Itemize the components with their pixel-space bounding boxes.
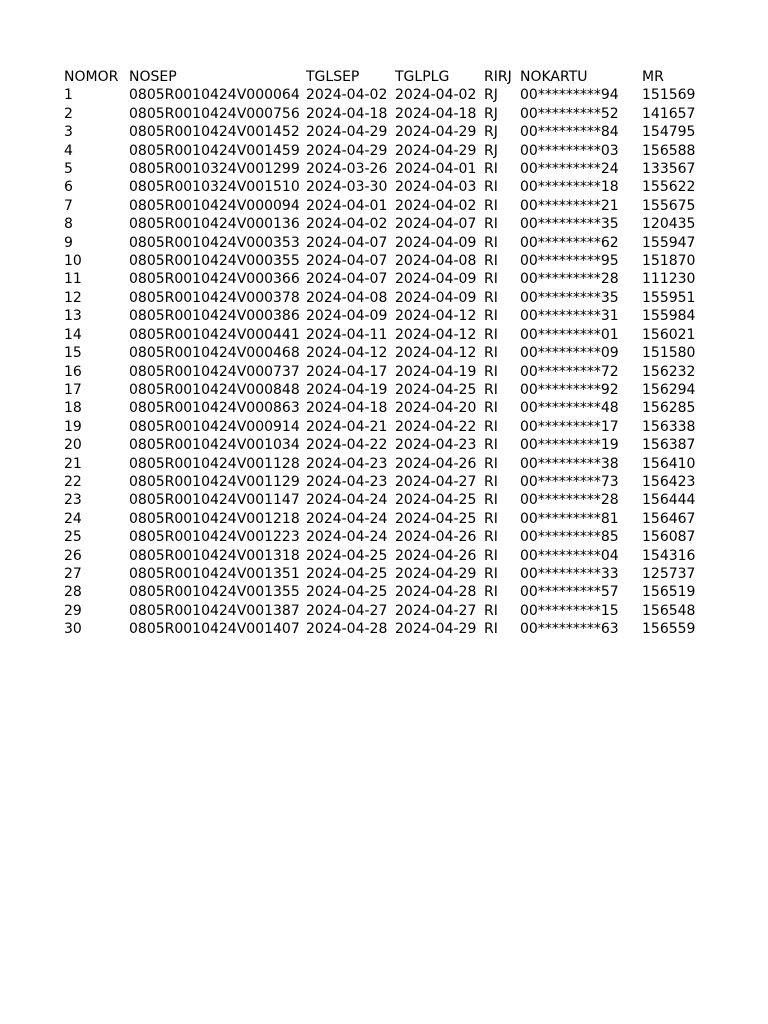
cell-nokartu: 00*********09 xyxy=(520,345,619,362)
cell-nosep: 0805R0010424V001218 xyxy=(129,510,300,527)
cell-tglplg: 2024-04-02 xyxy=(395,197,477,214)
cell-rirj: RI xyxy=(484,510,498,527)
cell-nomor: 23 xyxy=(64,492,82,509)
table-row xyxy=(64,602,712,620)
cell-nokartu: 00*********18 xyxy=(520,179,619,196)
cell-tglsep: 2024-04-02 xyxy=(306,216,388,233)
cell-rirj: RI xyxy=(484,455,498,472)
cell-tglplg: 2024-04-29 xyxy=(395,124,477,141)
cell-nomor: 20 xyxy=(64,437,82,454)
cell-nosep: 0805R0010424V000441 xyxy=(129,326,300,343)
table-row xyxy=(64,620,712,638)
cell-nosep: 0805R0010424V001351 xyxy=(129,565,300,582)
cell-nokartu: 00*********28 xyxy=(520,492,619,509)
cell-tglplg: 2024-04-25 xyxy=(395,492,477,509)
table-row xyxy=(64,289,712,307)
table-row xyxy=(64,307,712,325)
table-row xyxy=(64,160,712,178)
cell-mr: 156519 xyxy=(642,584,696,601)
cell-mr: 154795 xyxy=(642,124,696,141)
cell-nokartu: 00*********95 xyxy=(520,253,619,270)
cell-nosep: 0805R0010424V000355 xyxy=(129,253,300,270)
cell-tglplg: 2024-04-23 xyxy=(395,437,477,454)
cell-nokartu: 00*********38 xyxy=(520,455,619,472)
cell-nokartu: 00*********72 xyxy=(520,363,619,380)
table-header xyxy=(64,68,712,86)
cell-tglsep: 2024-04-02 xyxy=(306,87,388,104)
cell-mr: 156294 xyxy=(642,381,696,398)
cell-nosep: 0805R0010424V000064 xyxy=(129,87,300,104)
cell-nomor: 4 xyxy=(64,142,73,159)
cell-nosep: 0805R0010424V000914 xyxy=(129,418,300,435)
cell-tglplg: 2024-04-29 xyxy=(395,621,477,638)
cell-rirj: RI xyxy=(484,326,498,343)
cell-nokartu: 00*********01 xyxy=(520,326,619,343)
cell-mr: 155984 xyxy=(642,308,696,325)
cell-nomor: 2 xyxy=(64,105,73,122)
cell-nosep: 0805R0010424V001387 xyxy=(129,602,300,619)
cell-nosep: 0805R0010424V000468 xyxy=(129,345,300,362)
cell-tglsep: 2024-04-25 xyxy=(306,565,388,582)
column-header-tglplg: TGLPLG xyxy=(395,69,450,85)
cell-tglplg: 2024-04-26 xyxy=(395,547,477,564)
column-header-mr: MR xyxy=(642,69,664,85)
table-row xyxy=(64,473,712,491)
cell-tglsep: 2024-04-19 xyxy=(306,381,388,398)
cell-nomor: 7 xyxy=(64,197,73,214)
cell-tglsep: 2024-03-26 xyxy=(306,161,388,178)
cell-nomor: 28 xyxy=(64,584,82,601)
column-header-nokartu: NOKARTU xyxy=(520,69,588,85)
cell-tglsep: 2024-04-28 xyxy=(306,621,388,638)
cell-mr: 156588 xyxy=(642,142,696,159)
cell-nomor: 14 xyxy=(64,326,82,343)
cell-nokartu: 00*********04 xyxy=(520,547,619,564)
cell-nomor: 13 xyxy=(64,308,82,325)
cell-nokartu: 00*********17 xyxy=(520,418,619,435)
cell-tglsep: 2024-04-07 xyxy=(306,234,388,251)
cell-nosep: 0805R0010424V001034 xyxy=(129,437,300,454)
cell-rirj: RI xyxy=(484,565,498,582)
cell-tglsep: 2024-04-07 xyxy=(306,271,388,288)
cell-rirj: RI xyxy=(484,418,498,435)
table-row xyxy=(64,399,712,417)
cell-mr: 156467 xyxy=(642,510,696,527)
cell-nokartu: 00*********63 xyxy=(520,621,619,638)
cell-tglsep: 2024-04-24 xyxy=(306,492,388,509)
cell-mr: 111230 xyxy=(642,271,696,288)
cell-nokartu: 00*********94 xyxy=(520,87,619,104)
cell-tglplg: 2024-04-26 xyxy=(395,455,477,472)
cell-rirj: RI xyxy=(484,473,498,490)
cell-tglsep: 2024-04-25 xyxy=(306,584,388,601)
cell-mr: 155675 xyxy=(642,197,696,214)
cell-tglsep: 2024-04-23 xyxy=(306,473,388,490)
table-row xyxy=(64,381,712,399)
cell-nomor: 26 xyxy=(64,547,82,564)
cell-nomor: 16 xyxy=(64,363,82,380)
cell-tglplg: 2024-04-12 xyxy=(395,326,477,343)
cell-rirj: RI xyxy=(484,197,498,214)
cell-tglsep: 2024-04-22 xyxy=(306,437,388,454)
table-row xyxy=(64,510,712,528)
cell-nosep: 0805R0010424V001128 xyxy=(129,455,300,472)
cell-nosep: 0805R0010424V001452 xyxy=(129,124,300,141)
cell-rirj: RI xyxy=(484,216,498,233)
cell-tglplg: 2024-04-22 xyxy=(395,418,477,435)
cell-nosep: 0805R0010424V001129 xyxy=(129,473,300,490)
cell-nokartu: 00*********85 xyxy=(520,529,619,546)
cell-mr: 133567 xyxy=(642,161,696,178)
cell-mr: 156087 xyxy=(642,529,696,546)
column-header-nomor: NOMOR xyxy=(64,69,119,85)
cell-rirj: RI xyxy=(484,621,498,638)
cell-rirj: RI xyxy=(484,271,498,288)
cell-nokartu: 00*********15 xyxy=(520,602,619,619)
cell-tglsep: 2024-04-18 xyxy=(306,400,388,417)
cell-nomor: 30 xyxy=(64,621,82,638)
cell-nomor: 27 xyxy=(64,565,82,582)
cell-tglplg: 2024-04-02 xyxy=(395,87,477,104)
table-row xyxy=(64,270,712,288)
table-row xyxy=(64,547,712,565)
table-row xyxy=(64,197,712,215)
cell-nokartu: 00*********57 xyxy=(520,584,619,601)
table-row xyxy=(64,123,712,141)
cell-tglplg: 2024-04-19 xyxy=(395,363,477,380)
cell-tglsep: 2024-04-24 xyxy=(306,529,388,546)
cell-tglplg: 2024-04-28 xyxy=(395,584,477,601)
cell-nokartu: 00*********81 xyxy=(520,510,619,527)
cell-nokartu: 00*********73 xyxy=(520,473,619,490)
table-row xyxy=(64,105,712,123)
cell-nomor: 21 xyxy=(64,455,82,472)
cell-rirj: RI xyxy=(484,161,498,178)
cell-mr: 155622 xyxy=(642,179,696,196)
cell-tglplg: 2024-04-27 xyxy=(395,473,477,490)
cell-mr: 156387 xyxy=(642,437,696,454)
table-row xyxy=(64,215,712,233)
cell-tglplg: 2024-04-26 xyxy=(395,529,477,546)
cell-nokartu: 00*********48 xyxy=(520,400,619,417)
cell-tglsep: 2024-04-25 xyxy=(306,547,388,564)
cell-rirj: RI xyxy=(484,345,498,362)
cell-nokartu: 00*********03 xyxy=(520,142,619,159)
cell-mr: 156338 xyxy=(642,418,696,435)
cell-nomor: 19 xyxy=(64,418,82,435)
cell-nosep: 0805R0010424V000366 xyxy=(129,271,300,288)
cell-mr: 120435 xyxy=(642,216,696,233)
cell-rirj: RI xyxy=(484,492,498,509)
cell-tglplg: 2024-04-27 xyxy=(395,602,477,619)
cell-tglplg: 2024-04-12 xyxy=(395,345,477,362)
cell-tglsep: 2024-04-21 xyxy=(306,418,388,435)
cell-mr: 154316 xyxy=(642,547,696,564)
table-row xyxy=(64,583,712,601)
cell-nomor: 22 xyxy=(64,473,82,490)
cell-tglsep: 2024-03-30 xyxy=(306,179,388,196)
cell-rirj: RI xyxy=(484,437,498,454)
table-row xyxy=(64,142,712,160)
table-row xyxy=(64,234,712,252)
cell-nomor: 24 xyxy=(64,510,82,527)
cell-mr: 151580 xyxy=(642,345,696,362)
cell-rirj: RI xyxy=(484,602,498,619)
cell-nokartu: 00*********84 xyxy=(520,124,619,141)
cell-tglplg: 2024-04-29 xyxy=(395,565,477,582)
cell-nomor: 17 xyxy=(64,381,82,398)
cell-nosep: 0805R0010424V000136 xyxy=(129,216,300,233)
cell-mr: 155947 xyxy=(642,234,696,251)
cell-rirj: RI xyxy=(484,179,498,196)
cell-mr: 125737 xyxy=(642,565,696,582)
cell-rirj: RI xyxy=(484,584,498,601)
cell-nomor: 8 xyxy=(64,216,73,233)
cell-rirj: RJ xyxy=(484,142,498,159)
cell-tglsep: 2024-04-29 xyxy=(306,142,388,159)
cell-nosep: 0805R0010424V001355 xyxy=(129,584,300,601)
cell-nosep: 0805R0010424V001223 xyxy=(129,529,300,546)
cell-tglplg: 2024-04-07 xyxy=(395,216,477,233)
cell-nosep: 0805R0010424V000737 xyxy=(129,363,300,380)
cell-nosep: 0805R0010324V001299 xyxy=(129,161,300,178)
cell-nomor: 6 xyxy=(64,179,73,196)
cell-nomor: 29 xyxy=(64,602,82,619)
cell-tglplg: 2024-04-18 xyxy=(395,105,477,122)
cell-nokartu: 00*********62 xyxy=(520,234,619,251)
cell-mr: 141657 xyxy=(642,105,696,122)
cell-tglplg: 2024-04-12 xyxy=(395,308,477,325)
table-row xyxy=(64,363,712,381)
cell-nokartu: 00*********28 xyxy=(520,271,619,288)
cell-tglplg: 2024-04-25 xyxy=(395,510,477,527)
cell-tglsep: 2024-04-27 xyxy=(306,602,388,619)
cell-tglplg: 2024-04-08 xyxy=(395,253,477,270)
table-row xyxy=(64,344,712,362)
cell-rirj: RI xyxy=(484,253,498,270)
cell-nomor: 1 xyxy=(64,87,73,104)
cell-nokartu: 00*********33 xyxy=(520,565,619,582)
cell-tglplg: 2024-04-01 xyxy=(395,161,477,178)
cell-tglsep: 2024-04-09 xyxy=(306,308,388,325)
cell-mr: 156410 xyxy=(642,455,696,472)
sep-table xyxy=(64,68,712,639)
cell-nokartu: 00*********35 xyxy=(520,289,619,306)
cell-mr: 156021 xyxy=(642,326,696,343)
cell-nosep: 0805R0010424V000094 xyxy=(129,197,300,214)
cell-nosep: 0805R0010424V001459 xyxy=(129,142,300,159)
cell-tglplg: 2024-04-03 xyxy=(395,179,477,196)
column-header-nosep: NOSEP xyxy=(129,69,177,85)
table-row xyxy=(64,528,712,546)
cell-nokartu: 00*********21 xyxy=(520,197,619,214)
cell-nosep: 0805R0010424V001407 xyxy=(129,621,300,638)
table-row xyxy=(64,491,712,509)
cell-nosep: 0805R0010424V000863 xyxy=(129,400,300,417)
cell-tglsep: 2024-04-01 xyxy=(306,197,388,214)
cell-rirj: RI xyxy=(484,529,498,546)
table-row xyxy=(64,86,712,104)
sep-table-container xyxy=(64,68,712,639)
cell-rirj: RI xyxy=(484,400,498,417)
cell-tglplg: 2024-04-25 xyxy=(395,381,477,398)
cell-tglsep: 2024-04-08 xyxy=(306,289,388,306)
table-row xyxy=(64,418,712,436)
cell-rirj: RI xyxy=(484,547,498,564)
cell-tglsep: 2024-04-24 xyxy=(306,510,388,527)
cell-nomor: 12 xyxy=(64,289,82,306)
column-header-tglsep: TGLSEP xyxy=(306,69,360,85)
cell-tglplg: 2024-04-09 xyxy=(395,271,477,288)
cell-nosep: 0805R0010424V001318 xyxy=(129,547,300,564)
cell-nokartu: 00*********52 xyxy=(520,105,619,122)
cell-rirj: RI xyxy=(484,381,498,398)
cell-mr: 156232 xyxy=(642,363,696,380)
table-row xyxy=(64,455,712,473)
cell-mr: 156423 xyxy=(642,473,696,490)
table-body xyxy=(64,86,712,638)
cell-mr: 156559 xyxy=(642,621,696,638)
cell-nokartu: 00*********19 xyxy=(520,437,619,454)
cell-nosep: 0805R0010424V000353 xyxy=(129,234,300,251)
cell-mr: 155951 xyxy=(642,289,696,306)
cell-nomor: 11 xyxy=(64,271,82,288)
cell-tglplg: 2024-04-09 xyxy=(395,234,477,251)
cell-nokartu: 00*********24 xyxy=(520,161,619,178)
cell-nosep: 0805R0010324V001510 xyxy=(129,179,300,196)
cell-tglsep: 2024-04-07 xyxy=(306,253,388,270)
cell-rirj: RJ xyxy=(484,105,498,122)
cell-nomor: 9 xyxy=(64,234,73,251)
cell-nokartu: 00*********31 xyxy=(520,308,619,325)
cell-mr: 151870 xyxy=(642,253,696,270)
cell-nokartu: 00*********35 xyxy=(520,216,619,233)
cell-rirj: RJ xyxy=(484,124,498,141)
cell-mr: 151569 xyxy=(642,87,696,104)
cell-nomor: 25 xyxy=(64,529,82,546)
cell-rirj: RI xyxy=(484,289,498,306)
cell-nosep: 0805R0010424V000386 xyxy=(129,308,300,325)
cell-mr: 156285 xyxy=(642,400,696,417)
cell-nosep: 0805R0010424V000378 xyxy=(129,289,300,306)
header-row xyxy=(64,68,712,86)
cell-tglplg: 2024-04-29 xyxy=(395,142,477,159)
cell-mr: 156444 xyxy=(642,492,696,509)
table-row xyxy=(64,326,712,344)
cell-rirj: RI xyxy=(484,234,498,251)
cell-tglsep: 2024-04-29 xyxy=(306,124,388,141)
cell-mr: 156548 xyxy=(642,602,696,619)
cell-nosep: 0805R0010424V001147 xyxy=(129,492,300,509)
cell-rirj: RJ xyxy=(484,87,498,104)
cell-tglsep: 2024-04-12 xyxy=(306,345,388,362)
column-header-rirj: RIRJ xyxy=(484,69,512,85)
table-row xyxy=(64,436,712,454)
cell-tglplg: 2024-04-09 xyxy=(395,289,477,306)
cell-tglplg: 2024-04-20 xyxy=(395,400,477,417)
cell-nomor: 10 xyxy=(64,253,82,270)
cell-nosep: 0805R0010424V000756 xyxy=(129,105,300,122)
cell-tglsep: 2024-04-11 xyxy=(306,326,388,343)
cell-rirj: RI xyxy=(484,308,498,325)
table-row xyxy=(64,252,712,270)
cell-nomor: 18 xyxy=(64,400,82,417)
table-row xyxy=(64,565,712,583)
cell-nosep: 0805R0010424V000848 xyxy=(129,381,300,398)
cell-tglsep: 2024-04-18 xyxy=(306,105,388,122)
cell-tglsep: 2024-04-17 xyxy=(306,363,388,380)
cell-rirj: RI xyxy=(484,363,498,380)
cell-nomor: 5 xyxy=(64,161,73,178)
cell-tglsep: 2024-04-23 xyxy=(306,455,388,472)
cell-nomor: 15 xyxy=(64,345,82,362)
table-row xyxy=(64,178,712,196)
cell-nokartu: 00*********92 xyxy=(520,381,619,398)
cell-nomor: 3 xyxy=(64,124,73,141)
